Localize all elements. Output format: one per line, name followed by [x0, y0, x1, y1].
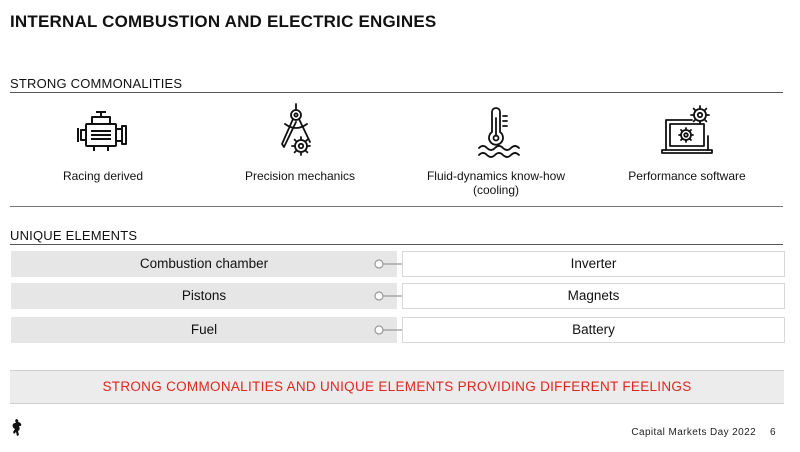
comparison-row: [11, 317, 785, 343]
feature-precision-mechanics: [200, 102, 400, 183]
electric-element: Battery: [402, 317, 785, 343]
section-heading-commonalities: STRONG COMMONALITIES: [10, 76, 783, 93]
summary-banner: STRONG COMMONALITIES AND UNIQUE ELEMENTS PROVIDING DIFFERENT FEELINGS: [10, 370, 784, 404]
feature-label-line2: (cooling): [472, 183, 520, 197]
thermometer-waves-icon: [465, 102, 527, 164]
comparison-row: [11, 251, 785, 277]
feature-label: Performance software: [628, 169, 746, 183]
laptop-gears-icon: [656, 102, 718, 164]
section-heading-unique-elements: UNIQUE ELEMENTS: [10, 228, 783, 245]
electric-element: Inverter: [402, 251, 785, 277]
page-number: 6: [770, 427, 776, 438]
commonalities-list: [0, 102, 800, 202]
feature-racing-derived: [3, 102, 203, 183]
feature-performance-software: [587, 102, 787, 183]
footer-event: Capital Markets Day 2022: [631, 427, 757, 438]
combustion-element: Pistons: [11, 283, 397, 309]
section-divider: [10, 206, 783, 207]
combustion-element: Combustion chamber: [11, 251, 397, 277]
combustion-element: Fuel: [11, 317, 397, 343]
feature-label: Fluid-dynamics know-how: [426, 169, 566, 183]
page-title: INTERNAL COMBUSTION AND ELECTRIC ENGINES: [10, 12, 437, 31]
footer: [631, 427, 776, 438]
comparison-row: [11, 283, 785, 309]
electric-element: Magnets: [402, 283, 785, 309]
prancing-horse-logo-icon: [10, 418, 24, 438]
engine-icon: [72, 102, 134, 164]
feature-fluid-dynamics: [396, 102, 596, 197]
feature-label: Racing derived: [62, 169, 144, 183]
compass-gear-icon: [269, 102, 331, 164]
feature-label: Precision mechanics: [244, 169, 356, 183]
